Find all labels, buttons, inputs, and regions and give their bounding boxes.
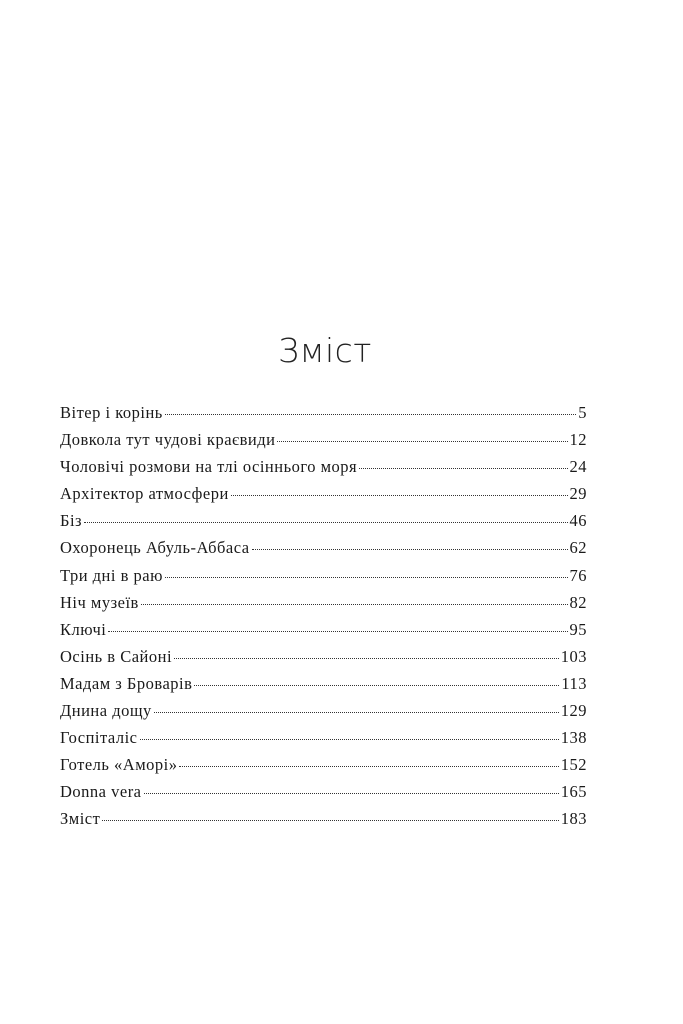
toc-entry-page: 152 xyxy=(560,755,587,775)
toc-entry-title: Біз xyxy=(60,511,83,531)
toc-entry-title: Довкола тут чудові краєвиди xyxy=(60,430,276,450)
toc-entry-title: Архітектор атмосфери xyxy=(60,484,229,504)
toc-entry-page: 82 xyxy=(569,592,587,612)
dot-leader xyxy=(231,495,568,496)
toc-entry-page: 103 xyxy=(560,646,587,666)
toc-entry xyxy=(60,511,587,538)
toc-entry xyxy=(60,701,587,728)
toc-entry-title: Готель «Аморі» xyxy=(60,755,178,775)
dot-leader xyxy=(252,549,568,550)
toc-entry-title: Ніч музеїв xyxy=(60,592,139,612)
toc-entry-page: 95 xyxy=(569,619,587,639)
toc-entry-title: Три дні в раю xyxy=(60,565,163,585)
toc-entry-page: 76 xyxy=(569,565,587,585)
dot-leader xyxy=(165,577,568,578)
toc-entry xyxy=(60,647,587,674)
toc-entry xyxy=(60,782,587,809)
dot-leader xyxy=(165,414,576,415)
toc-entry-page: 62 xyxy=(569,538,587,558)
toc-entry-title: Охоронець Абуль-Аббаса xyxy=(60,538,250,558)
toc-entry-page: 113 xyxy=(561,673,587,693)
toc-entry-page: 183 xyxy=(560,809,587,829)
toc-entry-page: 24 xyxy=(569,457,587,477)
toc-entry-page: 46 xyxy=(569,511,587,531)
dot-leader xyxy=(102,820,558,821)
toc-entry-title: Госпіталіс xyxy=(60,728,138,748)
toc-entry xyxy=(60,755,587,782)
toc-entry xyxy=(60,728,587,755)
dot-leader xyxy=(84,522,567,523)
dot-leader xyxy=(194,685,559,686)
toc-entry-title: Чоловічі розмови на тлі осіннього моря xyxy=(60,457,358,477)
dot-leader xyxy=(277,441,567,442)
toc-entry xyxy=(60,593,587,620)
toc-entry-page: 138 xyxy=(560,728,587,748)
toc-entry-page: 12 xyxy=(569,430,587,450)
dot-leader xyxy=(141,604,568,605)
dot-leader xyxy=(174,658,559,659)
toc-entry xyxy=(60,538,587,565)
toc-entry-page: 5 xyxy=(578,403,587,422)
table-of-contents xyxy=(60,403,587,837)
toc-entry xyxy=(60,457,587,484)
dot-leader xyxy=(154,712,559,713)
page-title: Зміст xyxy=(278,331,372,370)
toc-entry-title: Зміст xyxy=(60,809,101,829)
toc-entry-title: Днина дощу xyxy=(60,701,152,721)
toc-entry xyxy=(60,430,587,457)
toc-entry-page: 129 xyxy=(560,701,587,721)
toc-entry-title: Вітер і корінь xyxy=(60,403,163,422)
toc-entry-title: Мадам з Броварів xyxy=(60,673,193,693)
toc-entry xyxy=(60,620,587,647)
dot-leader xyxy=(108,631,567,632)
toc-entry xyxy=(60,674,587,701)
toc-entry-page: 29 xyxy=(569,484,587,504)
toc-entry-title: Ключі xyxy=(60,619,107,639)
toc-entry-title: Donna vera xyxy=(60,782,142,802)
toc-entry xyxy=(60,809,587,836)
dot-leader xyxy=(140,739,559,740)
dot-leader xyxy=(359,468,567,469)
toc-entry xyxy=(60,566,587,593)
dot-leader xyxy=(144,793,559,794)
toc-entry-title: Осінь в Сайоні xyxy=(60,646,173,666)
dot-leader xyxy=(179,766,558,767)
toc-entry-page: 165 xyxy=(560,782,587,802)
toc-entry xyxy=(60,484,587,511)
toc-entry xyxy=(60,403,587,430)
